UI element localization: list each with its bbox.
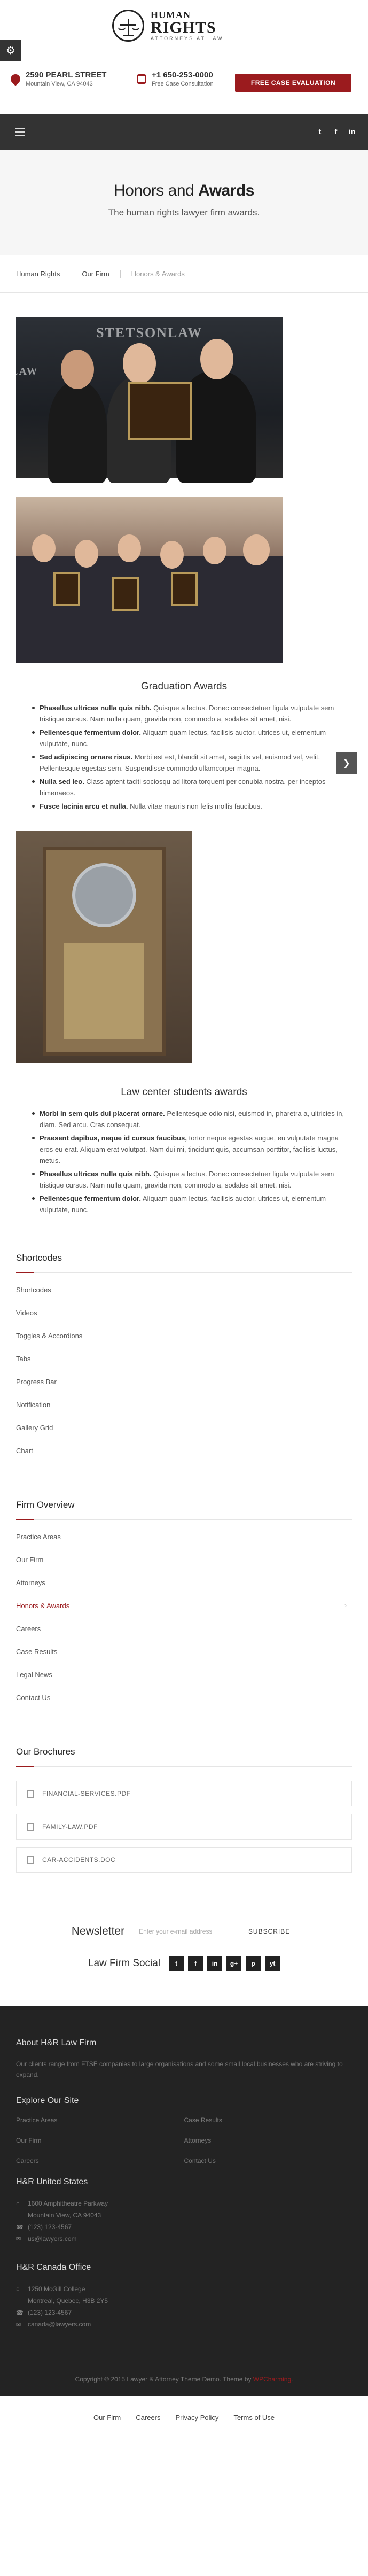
site-footer (0, 2006, 368, 2439)
linkedin-icon[interactable]: in (348, 127, 356, 136)
sidebar-item-honors-awards[interactable]: Honors & Awards › (16, 1594, 352, 1617)
sidebar-item[interactable]: Notification (16, 1393, 352, 1416)
firm-overview-title: Firm Overview (16, 1500, 352, 1520)
phone-icon: ☎ (16, 2224, 24, 2231)
free-case-evaluation-button[interactable] (235, 74, 351, 92)
footer-canada-office (16, 2263, 352, 2330)
brochure-item[interactable]: FAMILY-LAW.PDF (16, 1814, 352, 1840)
sidebar-item-attorneys[interactable]: Attorneys (16, 1571, 352, 1594)
sidebar-item[interactable]: Progress Bar (16, 1370, 352, 1393)
us-address-2: Mountain View, CA 94043 (28, 2212, 101, 2219)
footer-link[interactable]: Case Results (184, 2116, 222, 2124)
list-item: Pellentesque fermentum dolor. Aliquam quam lectus, facilisis auctor, ultrices ut, elementum vulputate, nunc. (32, 727, 353, 749)
footer-link[interactable]: Careers (16, 2157, 39, 2164)
footer-social-row (0, 1956, 368, 1971)
breadcrumb-home[interactable]: Human Rights (16, 270, 60, 278)
sidebar-item[interactable]: Chart (16, 1439, 352, 1462)
list-item: Phasellus ultrices nulla quis nibh. Quisque a lectus. Donec consectetuer ligula vulputate sem tristique cursus. Nam nulla quam, gravida non, commodo a, sodales sit amet, nisi. (32, 702, 353, 725)
law-center-awards-list (32, 1108, 353, 1215)
cta-label: FREE CASE EVALUATION (250, 79, 336, 87)
newsletter-email-input[interactable]: Enter your e-mail address (132, 1921, 234, 1942)
map-pin-icon (9, 72, 22, 86)
footer-us-office (16, 2177, 352, 2245)
phone-caption: Free Case Consultation (152, 81, 214, 87)
brochure-item[interactable]: FINANCIAL-SERVICES.PDF (16, 1781, 352, 1806)
footer-link[interactable]: Practice Areas (16, 2116, 58, 2124)
phone-icon (137, 74, 146, 84)
page-title-and: and (168, 182, 194, 199)
list-item: Pellentesque fermentum dolor. Aliquam quam lectus, facilisis auctor, ultrices ut, elementum vulputate, nunc. (32, 1193, 353, 1215)
main-content (0, 293, 368, 1215)
footer-nav-careers[interactable]: Careers (136, 2413, 161, 2422)
menu-hamburger-icon[interactable] (15, 128, 25, 136)
twitter-icon[interactable]: t (318, 127, 322, 136)
sidebar-item-case-results[interactable]: Case Results (16, 1640, 352, 1663)
list-item: Praesent dapibus, neque id cursus faucibus, tortor neque egestas augue, eu vulputate magna eros eu erat. Aliquam erat volutpat. Nam dui mi, tincidunt quis, accumsan porttitor, facilisis luctus, metus. (32, 1132, 353, 1166)
footer-link[interactable]: Attorneys (184, 2137, 212, 2144)
ca-address-2: Montreal, Quebec, H3B 2Y5 (28, 2297, 108, 2305)
header-phone (137, 71, 214, 87)
us-address-1: 1600 Amphitheatre Parkway (28, 2200, 108, 2207)
breadcrumb-our-firm[interactable]: Our Firm (82, 270, 109, 278)
document-icon (27, 1856, 34, 1864)
footer-bottom-nav (0, 2396, 368, 2439)
brochure-item[interactable]: CAR-ACCIDENTS.DOC (16, 1847, 352, 1873)
header-address (11, 71, 106, 87)
us-email[interactable]: us@lawyers.com (28, 2235, 77, 2243)
page-title (0, 182, 368, 200)
logo-line2: RIGHTS (151, 19, 216, 36)
law-center-awards-title: Law center students awards (121, 1087, 247, 1098)
list-item: Fusce lacinia arcu et nulla. Nulla vitae mauris non felis mollis faucibus. (32, 801, 353, 812)
sidebar-item[interactable]: Tabs (16, 1347, 352, 1370)
brochures-widget (0, 1747, 368, 1873)
shortcodes-title: Shortcodes (16, 1253, 352, 1273)
ca-email[interactable]: canada@lawyers.com (28, 2321, 91, 2328)
twitter-icon[interactable]: t (169, 1956, 184, 1971)
home-icon: ⌂ (16, 2286, 20, 2292)
list-item: Morbi in sem quis dui placerat ornare. Pellentesque odio nisi, euismod in, pharetra a, ultricies in, diam. Sed arcu. Cras consequat. (32, 1108, 353, 1130)
sidebar-item[interactable]: Videos (16, 1301, 352, 1324)
sidebar-item-practice-areas[interactable]: Practice Areas (16, 1525, 352, 1548)
footer-link[interactable]: Contact Us (184, 2157, 216, 2164)
logo-line1: HUMAN (151, 10, 191, 20)
newsletter-title: Newsletter (71, 1925, 125, 1937)
phone-icon: ☎ (16, 2309, 24, 2316)
list-item: Phasellus ultrices nulla quis nibh. Quisque a lectus. Donec consectetuer ligula vulputate sem tristique cursus. Nam nulla quam, gravida non, commodo a, sodales sit amet, nisi. (32, 1168, 353, 1191)
sidebar-item-contact-us[interactable]: Contact Us (16, 1686, 352, 1709)
address-line2: Mountain View, CA 94043 (26, 81, 93, 87)
award-trophy-photo (16, 831, 192, 1063)
facebook-icon[interactable]: f (188, 1956, 203, 1971)
phone-number[interactable]: +1 650-253-0000 (152, 71, 213, 80)
facebook-icon[interactable]: f (334, 127, 338, 136)
ca-phone[interactable]: (123) 123-4567 (28, 2309, 72, 2316)
linkedin-icon[interactable]: in (207, 1956, 222, 1971)
side-tab-icon[interactable]: ❯ (336, 752, 357, 774)
header-contact-row (0, 71, 368, 105)
photo-brand-text: STETSONLAW (96, 325, 203, 340)
footer-about-title: About H&R Law Firm (16, 2038, 97, 2047)
shortcodes-widget (0, 1253, 368, 1462)
header-social (315, 126, 357, 137)
footer-about-text: Our clients range from FTSE companies to large organisations and some small local businesses who are striving to expand. (16, 2060, 343, 2078)
document-icon (27, 1823, 34, 1831)
sidebar-item[interactable]: Toggles & Accordions (16, 1324, 352, 1347)
email-icon: ✉ (16, 2321, 21, 2328)
canada-office-title: H&R Canada Office (16, 2263, 91, 2272)
home-icon: ⌂ (16, 2200, 20, 2207)
ca-address-1: 1250 McGill College (28, 2285, 85, 2293)
footer-nav-terms[interactable]: Terms of Use (233, 2413, 275, 2422)
page-title-word1: Honors (114, 182, 164, 199)
youtube-icon[interactable]: yt (265, 1956, 280, 1971)
email-icon: ✉ (16, 2236, 21, 2243)
social-title: Law Firm Social (88, 1958, 161, 1969)
award-plaque-icon (128, 382, 192, 440)
medallion-icon (72, 863, 136, 927)
us-phone[interactable]: (123) 123-4567 (28, 2223, 72, 2231)
page-subtitle: The human rights lawyer firm awards. (108, 207, 260, 218)
us-office-title: H&R United States (16, 2177, 88, 2186)
award-photo-2 (16, 497, 283, 657)
page-header (0, 150, 368, 255)
footer-explore-links (16, 2116, 352, 2177)
sidebar-item[interactable]: Shortcodes (16, 1278, 352, 1301)
firm-overview-widget (0, 1500, 368, 1709)
chevron-right-icon: › (344, 1602, 347, 1609)
graduation-awards-title: Graduation Awards (140, 681, 228, 692)
google-plus-icon[interactable]: g+ (226, 1956, 241, 1971)
sidebar-item[interactable]: Gallery Grid (16, 1416, 352, 1439)
theme-author-link[interactable]: WPCharming (253, 2376, 292, 2383)
footer-nav-our-firm[interactable]: Our Firm (93, 2413, 121, 2422)
site-header (0, 0, 368, 114)
shortcodes-list (16, 1278, 352, 1462)
firm-overview-list (16, 1525, 352, 1709)
document-icon (27, 1790, 34, 1798)
footer-link[interactable]: Our Firm (16, 2137, 42, 2144)
breadcrumb-current: Honors & Awards (131, 270, 185, 278)
award-photo-1: STETSONLAW LAW (16, 317, 283, 478)
subscribe-button[interactable]: SUBSCRIBE (242, 1921, 296, 1942)
footer-explore-title: Explore Our Site (16, 2096, 79, 2105)
sidebar-item-careers[interactable]: Careers (16, 1617, 352, 1640)
address-line1: 2590 PEARL STREET (26, 71, 107, 80)
site-logo[interactable] (112, 10, 224, 42)
breadcrumb (0, 255, 368, 293)
scales-of-justice-icon (112, 10, 144, 42)
list-item: Sed adipiscing ornare risus. Morbi est est, blandit sit amet, sagittis vel, euismod vel, velit. Pellentesque egestas sem. Suspendisse commodo ullamcorper magna. (32, 751, 353, 774)
brochures-title: Our Brochures (16, 1747, 352, 1767)
sidebar-item-legal-news[interactable]: Legal News (16, 1663, 352, 1686)
logo-line3: ATTORNEYS AT LAW (151, 36, 224, 41)
newsletter-section (0, 1921, 368, 1942)
list-item: Nulla sed leo. Class aptent taciti sociosqu ad litora torquent per conubia nostra, per inceptos himenaeos. (32, 776, 353, 798)
footer-nav-privacy[interactable]: Privacy Policy (175, 2413, 219, 2422)
sidebar-item-our-firm[interactable]: Our Firm (16, 1548, 352, 1571)
pinterest-icon[interactable]: p (246, 1956, 261, 1971)
page-title-bold: Awards (198, 182, 254, 199)
main-navbar (0, 114, 368, 150)
settings-gear-icon[interactable]: ⚙ (0, 40, 21, 61)
graduation-awards-list (32, 702, 353, 812)
copyright: Copyright © 2015 Lawyer & Attorney Theme Demo. Theme by WPCharming. (16, 2352, 352, 2383)
